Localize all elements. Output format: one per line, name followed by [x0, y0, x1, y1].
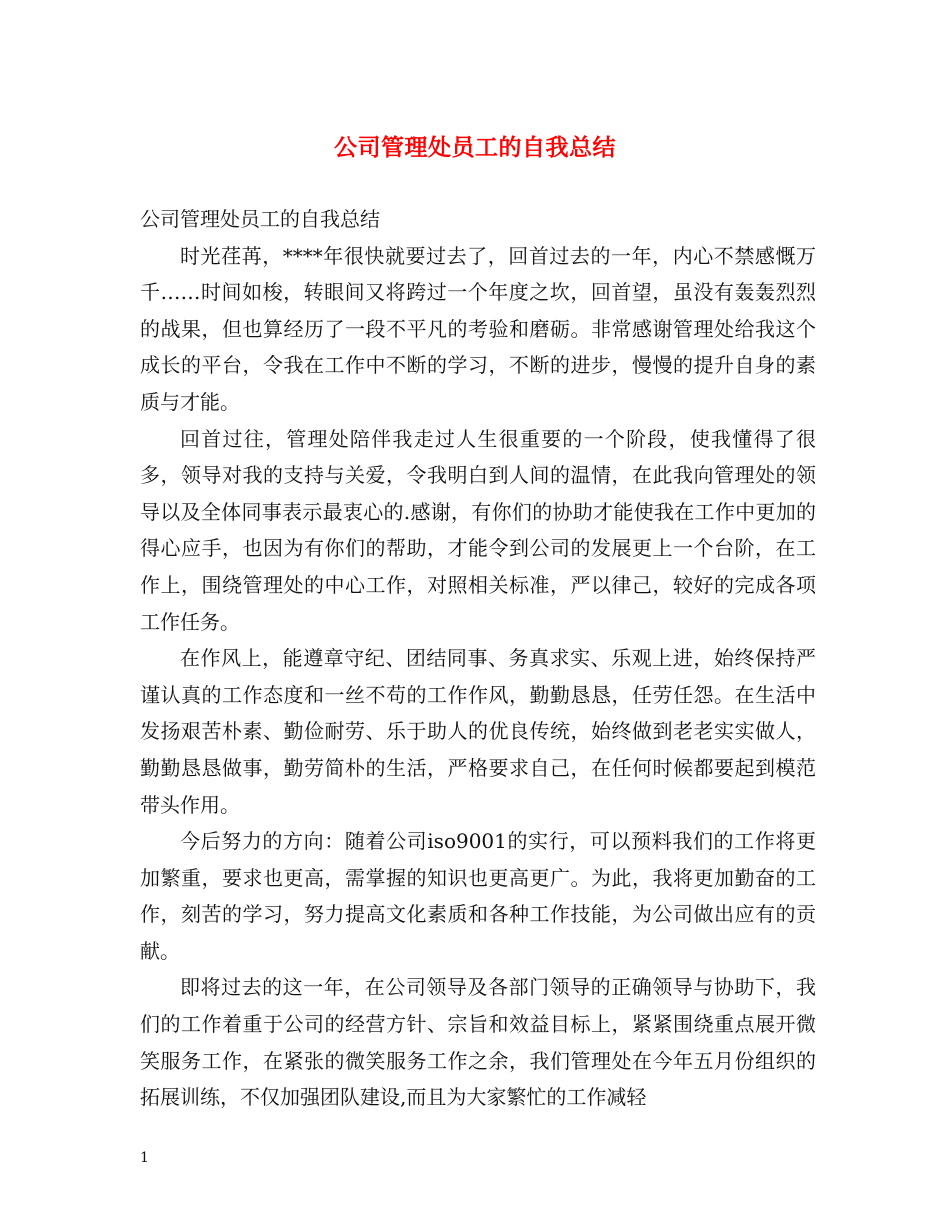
- paragraph-4: 今后努力的方向：随着公司iso9001的实行，可以预料我们的工作将更加繁重，要求也更高，需掌握的知识也更高更广。为此，我将更加勤奋的工作，刻苦的学习，努力提高文化素质和各种工作技能，为公司做出应有的贡献。: [140, 829, 816, 963]
- paragraph-1: 时光荏苒，****年很快就要过去了，回首过去的一年，内心不禁感慨万千……时间如梭，转眼间又将跨过一个年度之坎，回首望，虽没有轰轰烈烈的战果，但也算经历了一段不平凡的考验和磨砺。非常感谢管理处给我这个成长的平台，令我在工作中不断的学习，不断的进步，慢慢的提升自身的素质与才能。: [140, 243, 816, 414]
- document-body: [140, 201, 816, 1116]
- document-title: 公司管理处员工的自我总结: [334, 134, 616, 161]
- paragraph-5: 即将过去的这一年，在公司领导及各部门领导的正确领导与协助下，我们的工作着重于公司的经营方针、宗旨和效益目标上，紧紧围绕重点展开微笑服务工作，在紧张的微笑服务工作之余，我们管理处在今年五月份组织的拓展训练，不仅加强团队建设,而且为大家繁忙的工作减轻: [140, 975, 816, 1110]
- document-subtitle: 公司管理处员工的自我总结: [140, 207, 380, 231]
- page-number: 1: [140, 1150, 149, 1166]
- paragraph-2: 回首过往，管理处陪伴我走过人生很重要的一个阶段，使我懂得了很多，领导对我的支持与关爱，令我明白到人间的温情，在此我向管理处的领导以及全体同事表示最衷心的.感谢，有你们的协助才能使我在工作中更加的得心应手，也因为有你们的帮助，才能令到公司的发展更上一个台阶，在工作上，围绕管理处的中心工作，对照相关标准，严以律己，较好的完成各项工作任务。: [140, 426, 816, 634]
- paragraph-3: 在作风上，能遵章守纪、团结同事、务真求实、乐观上进，始终保持严谨认真的工作态度和一丝不苟的工作作风，勤勤恳恳，任劳任怨。在生活中发扬艰苦朴素、勤俭耐劳、乐于助人的优良传统，始终做到老老实实做人，勤勤恳恳做事，勤劳简朴的生活，严格要求自己，在任何时候都要起到模范带头作用。: [140, 646, 816, 817]
